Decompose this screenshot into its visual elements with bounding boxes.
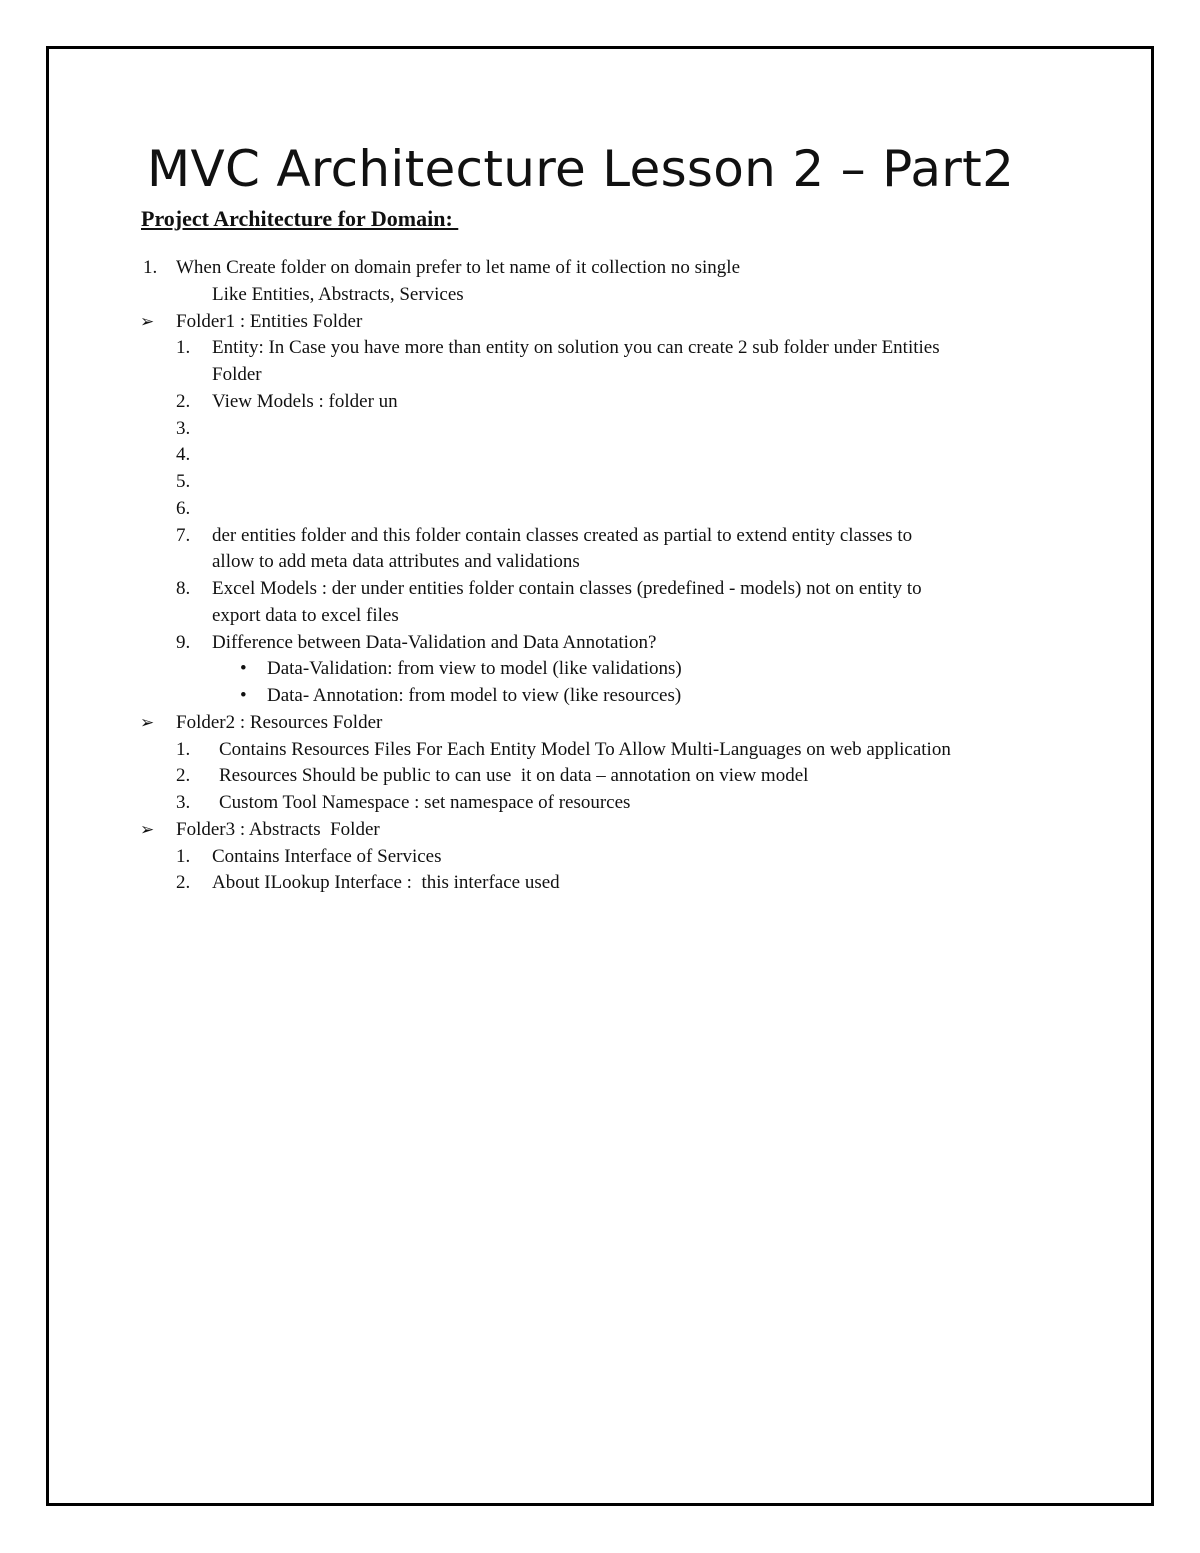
list-number: 7. <box>176 524 191 546</box>
list-item <box>0 844 1200 871</box>
list-item-text: Data-Validation: from view to model (like validations) <box>267 658 682 680</box>
list-item-text: export data to excel files <box>212 604 399 626</box>
list-item <box>0 442 1200 469</box>
list-item <box>0 389 1200 416</box>
list-item-text: Contains Resources Files For Each Entity Model To Allow Multi-Languages on web application <box>219 738 951 760</box>
list-item-text: allow to add meta data attributes and validations <box>212 551 580 573</box>
list-number: 2. <box>176 872 191 894</box>
document-body <box>0 255 1200 897</box>
list-item-text: Folder1 : Entities Folder <box>176 310 363 332</box>
list-item-text: Difference between Data-Validation and Data Annotation? <box>212 631 657 653</box>
list-item <box>0 255 1200 282</box>
list-item-text: Like Entities, Abstracts, Services <box>212 283 464 305</box>
list-item <box>0 630 1200 657</box>
list-item <box>0 790 1200 817</box>
bullet-item <box>0 683 1200 710</box>
list-item-text: Folder <box>212 364 262 385</box>
bullet-item <box>0 656 1200 683</box>
arrow-bullet-icon: ➢ <box>140 712 155 732</box>
list-item-text: Entity: In Case you have more than entity on solution you can create 2 sub folder under Entities <box>212 337 940 359</box>
list-item <box>0 576 1200 603</box>
list-item <box>0 549 1200 576</box>
list-number: 6. <box>176 497 191 519</box>
section-heading: Project Architecture for Domain: <box>141 206 459 231</box>
list-item <box>0 282 1200 309</box>
list-number: 9. <box>176 631 191 653</box>
list-number: 3. <box>176 792 191 813</box>
list-number: 3. <box>176 417 191 439</box>
list-item-text: Excel Models : der under entities folder contain classes (predefined - models) not on entity to <box>212 578 922 599</box>
list-item-text: Custom Tool Namespace : set namespace of resources <box>219 792 631 813</box>
list-item <box>0 416 1200 443</box>
list-item-text: About ILookup Interface : this interface used <box>212 872 560 894</box>
list-item-text: View Models : folder un <box>212 390 398 412</box>
list-number: 8. <box>176 578 191 599</box>
bullet-icon: • <box>240 685 247 706</box>
list-item-text: When Create folder on domain prefer to let name of it collection no single <box>176 257 740 278</box>
list-number: 1. <box>176 337 191 359</box>
list-item-text: Contains Interface of Services <box>212 845 442 867</box>
list-item-text: Folder2 : Resources Folder <box>176 711 383 733</box>
list-number: 4. <box>176 444 191 466</box>
list-item <box>0 603 1200 630</box>
list-item <box>0 763 1200 790</box>
list-item-text: Data- Annotation: from model to view (like resources) <box>267 685 682 706</box>
list-number: 1. <box>176 738 191 760</box>
list-item <box>0 335 1200 362</box>
folder-item <box>0 309 1200 336</box>
folder-item <box>0 710 1200 737</box>
list-item-text: der entities folder and this folder contain classes created as partial to extend entity classes to <box>212 524 913 546</box>
list-number: 1. <box>176 845 191 867</box>
list-item <box>0 523 1200 550</box>
list-item <box>0 870 1200 897</box>
list-item <box>0 469 1200 496</box>
document-title: MVC Architecture Lesson 2 – Part2 <box>147 140 1015 198</box>
arrow-bullet-icon: ➢ <box>140 819 155 839</box>
list-number: 2. <box>176 765 191 787</box>
bullet-icon: • <box>240 658 247 680</box>
list-item-text: Resources Should be public to can use it on data – annotation on view model <box>219 765 809 787</box>
folder-item <box>0 817 1200 844</box>
list-item <box>0 362 1200 389</box>
list-number: 2. <box>176 390 191 412</box>
list-item <box>0 496 1200 523</box>
arrow-bullet-icon: ➢ <box>140 311 155 331</box>
list-item <box>0 737 1200 764</box>
list-item-text: Folder3 : Abstracts Folder <box>176 818 380 840</box>
list-number: 1. <box>143 257 158 278</box>
list-number: 5. <box>176 471 191 492</box>
